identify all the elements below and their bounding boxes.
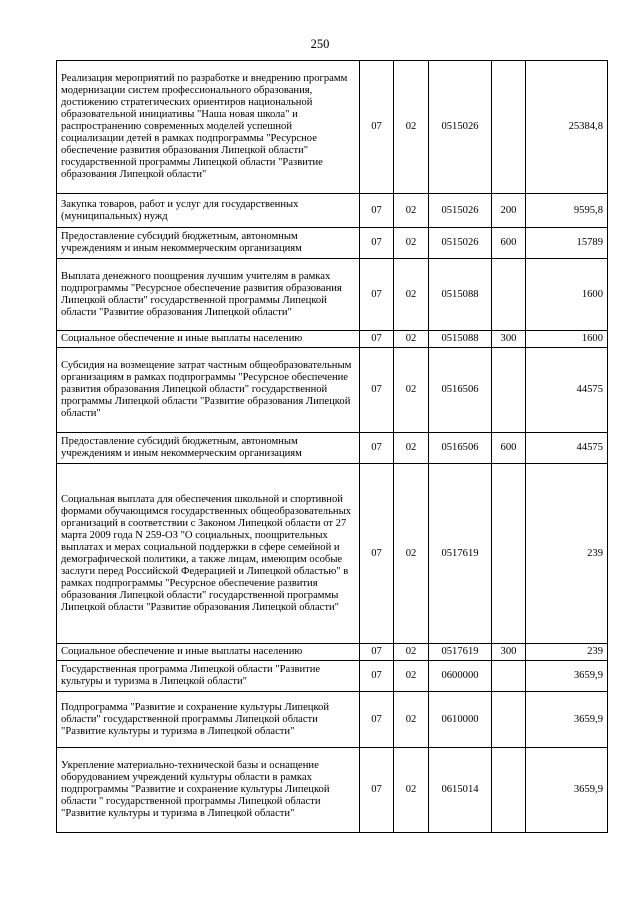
row-amount: 25384,8 <box>526 61 608 194</box>
row-csr: 0516506 <box>429 348 492 433</box>
row-podrazdel: 02 <box>394 748 429 833</box>
row-amount: 3659,9 <box>526 661 608 692</box>
row-razdel: 07 <box>360 433 394 464</box>
row-description: Субсидия на возмещение затрат частным общеобразовательным организациям в рамках подпрограммы "Ресурсное обеспечение развития образования Липецкой области" государственной программы Липецкой области "Развитие образования Липецкой области" <box>57 348 360 433</box>
row-csr: 0610000 <box>429 692 492 748</box>
table-row <box>57 464 608 644</box>
row-razdel: 07 <box>360 348 394 433</box>
row-vr: 300 <box>492 644 526 661</box>
row-amount: 239 <box>526 644 608 661</box>
row-razdel: 07 <box>360 464 394 644</box>
row-csr: 0517619 <box>429 644 492 661</box>
row-csr: 0515026 <box>429 61 492 194</box>
row-razdel: 07 <box>360 61 394 194</box>
row-podrazdel: 02 <box>394 692 429 748</box>
row-razdel: 07 <box>360 259 394 331</box>
row-description: Социальное обеспечение и иные выплаты населению <box>57 644 360 661</box>
row-podrazdel: 02 <box>394 661 429 692</box>
table-row <box>57 661 608 692</box>
row-description: Предоставление субсидий бюджетным, автономным учреждениям и иным некоммерческим организациям <box>57 228 360 259</box>
row-razdel: 07 <box>360 692 394 748</box>
page-number: 250 <box>310 37 330 51</box>
table-row <box>57 433 608 464</box>
row-vr <box>492 692 526 748</box>
row-podrazdel: 02 <box>394 464 429 644</box>
row-amount: 44575 <box>526 348 608 433</box>
table-row <box>57 228 608 259</box>
row-description: Реализация мероприятий по разработке и внедрению программ модернизации систем профессионального образования, достижению стратегических ориентиров национальной образовательной инициативы "Наша новая школа" и распространению современных моделей успешной социализации детей в рамках подпрограммы "Ресурсное обеспечение развития образования Липецкой области" государственной программы Липецкой области "Развитие образования Липецкой области" <box>57 61 360 194</box>
row-csr: 0515026 <box>429 194 492 228</box>
row-vr: 200 <box>492 194 526 228</box>
table-row <box>57 331 608 348</box>
row-razdel: 07 <box>360 228 394 259</box>
row-csr: 0515088 <box>429 259 492 331</box>
table-row <box>57 348 608 433</box>
row-csr: 0615014 <box>429 748 492 833</box>
row-amount: 239 <box>526 464 608 644</box>
table-row <box>57 692 608 748</box>
row-podrazdel: 02 <box>394 348 429 433</box>
row-razdel: 07 <box>360 644 394 661</box>
row-razdel: 07 <box>360 331 394 348</box>
budget-table <box>56 60 608 833</box>
table-row <box>57 748 608 833</box>
table-row <box>57 61 608 194</box>
row-amount: 1600 <box>526 259 608 331</box>
row-vr <box>492 259 526 331</box>
row-amount: 44575 <box>526 433 608 464</box>
row-razdel: 07 <box>360 194 394 228</box>
row-description: Государственная программа Липецкой области "Развитие культуры и туризма в Липецкой области" <box>57 661 360 692</box>
table-row <box>57 644 608 661</box>
row-podrazdel: 02 <box>394 259 429 331</box>
row-description: Подпрограмма "Развитие и сохранение культуры Липецкой области" государственной программы Липецкой области "Развитие культуры и туризма в Липецкой области" <box>57 692 360 748</box>
row-description: Социальная выплата для обеспечения школьной и спортивной формами обучающимся государственных общеобразовательных организаций в соответствии с Законом Липецкой области от 27 марта 2009 года N 259-ОЗ "О социальных, поощрительных выплатах и мерах социальной поддержки в сфере семейной и демографической политики, а также лицам, имеющим особые заслуги перед Российской Федерацией и Липецкой областью" в рамках подпрограммы "Ресурсное обеспечение развития образования Липецкой области" государственной программы Липецкой области "Развитие образования Липецкой области" <box>57 464 360 644</box>
row-description: Укрепление материально-технической базы и оснащение оборудованием учреждений культуры области в рамках подпрограммы "Развитие и сохранение культуры Липецкой области " государственной программы Липецкой области "Развитие культуры и туризма в Липецкой области" <box>57 748 360 833</box>
row-vr <box>492 464 526 644</box>
row-podrazdel: 02 <box>394 331 429 348</box>
row-csr: 0600000 <box>429 661 492 692</box>
row-description: Социальное обеспечение и иные выплаты населению <box>57 331 360 348</box>
row-amount: 3659,9 <box>526 748 608 833</box>
row-vr: 600 <box>492 433 526 464</box>
row-description: Выплата денежного поощрения лучшим учителям в рамках подпрограммы "Ресурсное обеспечение развития образования Липецкой области" государственной программы Липецкой области "Развитие образования Липецкой области" <box>57 259 360 331</box>
row-razdel: 07 <box>360 661 394 692</box>
row-amount: 1600 <box>526 331 608 348</box>
row-vr <box>492 661 526 692</box>
row-amount: 3659,9 <box>526 692 608 748</box>
row-description: Закупка товаров, работ и услуг для государственных (муниципальных) нужд <box>57 194 360 228</box>
row-amount: 9595,8 <box>526 194 608 228</box>
row-description: Предоставление субсидий бюджетным, автономным учреждениям и иным некоммерческим организациям <box>57 433 360 464</box>
row-vr: 600 <box>492 228 526 259</box>
row-podrazdel: 02 <box>394 228 429 259</box>
row-vr: 300 <box>492 331 526 348</box>
row-vr <box>492 61 526 194</box>
row-razdel: 07 <box>360 748 394 833</box>
row-vr <box>492 748 526 833</box>
row-podrazdel: 02 <box>394 61 429 194</box>
row-csr: 0516506 <box>429 433 492 464</box>
row-podrazdel: 02 <box>394 644 429 661</box>
row-csr: 0515026 <box>429 228 492 259</box>
row-csr: 0517619 <box>429 464 492 644</box>
table-row <box>57 259 608 331</box>
row-amount: 15789 <box>526 228 608 259</box>
row-csr: 0515088 <box>429 331 492 348</box>
table-row <box>57 194 608 228</box>
row-podrazdel: 02 <box>394 433 429 464</box>
row-vr <box>492 348 526 433</box>
row-podrazdel: 02 <box>394 194 429 228</box>
